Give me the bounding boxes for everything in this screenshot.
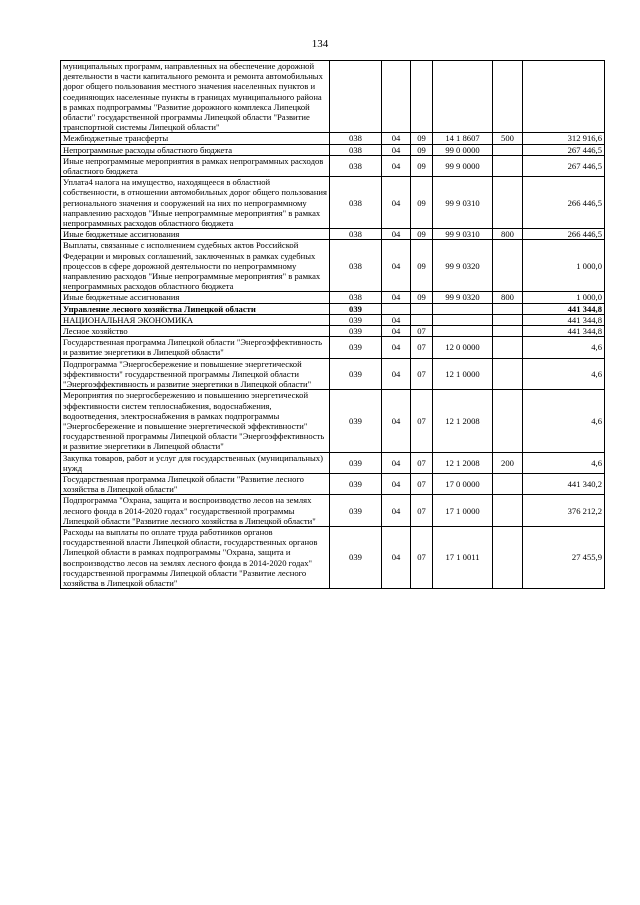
row-admin-code: 039 [330, 337, 382, 358]
row-subsection [411, 314, 433, 325]
row-section: 04 [382, 337, 411, 358]
table-row [61, 240, 605, 292]
row-target-article: 14 1 8607 [433, 133, 493, 144]
row-target-article: 17 1 0011 [433, 526, 493, 588]
row-name: Иные бюджетные ассигнования [61, 229, 330, 240]
row-section: 04 [382, 292, 411, 303]
row-subsection: 09 [411, 133, 433, 144]
row-section: 04 [382, 229, 411, 240]
table-row [61, 495, 605, 527]
row-section: 04 [382, 452, 411, 473]
row-target-article: 17 0 0000 [433, 473, 493, 494]
row-amount: 312 916,6 [523, 133, 605, 144]
row-section: 04 [382, 390, 411, 452]
row-name: Уплата4 налога на имущество, находящееся в областной собственности, в отношении автомобильных дорог общего пользования регионального значения и сооружений на них по непрограммному направлению расходов "Иные непрограммные мероприятия" в рамках непрограммных расходов областного бюджета [61, 177, 330, 229]
row-target-article [433, 314, 493, 325]
table-row [61, 144, 605, 155]
row-section: 04 [382, 495, 411, 527]
row-name: Расходы на выплаты по оплате труда работников органов государственной власти Липецкой области, государственных органов Липецкой области в рамках подпрограммы "Охрана, защита и воспроизводство лесов на землях лесного фонда в 2014-2020 годах" государственной программы Липецкой области "Развитие лесного хозяйства в Липецкой области" [61, 526, 330, 588]
row-subsection: 09 [411, 155, 433, 176]
row-name: НАЦИОНАЛЬНАЯ ЭКОНОМИКА [61, 314, 330, 325]
row-name: Подпрограмма "Охрана, защита и воспроизводство лесов на землях лесного фонда в 2014-2020 годах" государственной программы Липецкой области "Развитие лесного хозяйства в Липецкой области" [61, 495, 330, 527]
row-subsection [411, 303, 433, 314]
row-admin-code: 038 [330, 229, 382, 240]
row-target-article: 99 9 0310 [433, 177, 493, 229]
row-admin-code: 039 [330, 473, 382, 494]
row-expense-type [493, 303, 523, 314]
table-row [61, 473, 605, 494]
row-amount: 267 446,5 [523, 155, 605, 176]
row-amount: 4,6 [523, 452, 605, 473]
page-number: 134 [311, 38, 329, 50]
row-amount: 27 455,9 [523, 526, 605, 588]
row-target-article: 99 9 0310 [433, 229, 493, 240]
row-section: 04 [382, 326, 411, 337]
table-row [61, 155, 605, 176]
row-target-article: 99 9 0000 [433, 155, 493, 176]
table-row [61, 526, 605, 588]
table-row [61, 314, 605, 325]
row-target-article [433, 303, 493, 314]
row-subsection: 09 [411, 240, 433, 292]
row-amount: 267 446,5 [523, 144, 605, 155]
row-amount: 1 000,0 [523, 292, 605, 303]
row-expense-type [493, 61, 523, 133]
budget-table [60, 60, 605, 589]
row-admin-code: 039 [330, 303, 382, 314]
row-amount: 1 000,0 [523, 240, 605, 292]
row-expense-type [493, 495, 523, 527]
row-name: Непрограммные расходы областного бюджета [61, 144, 330, 155]
row-amount: 4,6 [523, 337, 605, 358]
row-admin-code: 039 [330, 314, 382, 325]
row-expense-type [493, 144, 523, 155]
row-name: Иные непрограммные мероприятия в рамках непрограммных расходов областного бюджета [61, 155, 330, 176]
row-subsection: 07 [411, 326, 433, 337]
row-target-article: 12 1 0000 [433, 358, 493, 390]
row-subsection: 09 [411, 177, 433, 229]
row-admin-code: 039 [330, 326, 382, 337]
table-row [61, 358, 605, 390]
row-section: 04 [382, 358, 411, 390]
row-expense-type: 500 [493, 133, 523, 144]
row-admin-code [330, 61, 382, 133]
row-target-article: 12 1 2008 [433, 452, 493, 473]
table-row [61, 292, 605, 303]
row-section: 04 [382, 155, 411, 176]
row-expense-type: 800 [493, 292, 523, 303]
row-section: 04 [382, 526, 411, 588]
row-section: 04 [382, 133, 411, 144]
row-amount: 441 344,8 [523, 303, 605, 314]
row-name: Межбюджетные трансферты [61, 133, 330, 144]
row-admin-code: 038 [330, 144, 382, 155]
row-amount: 376 212,2 [523, 495, 605, 527]
table-row [61, 337, 605, 358]
row-amount: 266 446,5 [523, 177, 605, 229]
row-admin-code: 039 [330, 390, 382, 452]
row-name: Подпрограмма "Энергосбережение и повышение энергетической эффективности" государственной программы Липецкой области "Энергоэффективность и развитие энергетики в Липецкой области" [61, 358, 330, 390]
row-section: 04 [382, 473, 411, 494]
table-row [61, 133, 605, 144]
table-row [61, 177, 605, 229]
row-expense-type [493, 177, 523, 229]
table-row [61, 452, 605, 473]
table-row [61, 303, 605, 314]
row-subsection [411, 61, 433, 133]
row-expense-type: 800 [493, 229, 523, 240]
row-name: Лесное хозяйство [61, 326, 330, 337]
row-admin-code: 038 [330, 155, 382, 176]
table-row [61, 61, 605, 133]
row-subsection: 07 [411, 526, 433, 588]
row-target-article [433, 326, 493, 337]
row-name: Государственная программа Липецкой области "Энергоэффективность и развитие энергетики в Липецкой области" [61, 337, 330, 358]
row-name: муниципальных программ, направленных на обеспечение дорожной деятельности в части капитального ремонта и ремонта автомобильных дорог общего пользования местного значения населенных пунктов и соединяющих населенные пункты в границах муниципального района в рамках подпрограммы "Развитие дорожного комплекса Липецкой области" государственной программы Липецкой области "Развитие транспортной системы Липецкой области" [61, 61, 330, 133]
row-subsection: 07 [411, 337, 433, 358]
row-subsection: 07 [411, 452, 433, 473]
row-target-article: 99 0 0000 [433, 144, 493, 155]
row-subsection: 09 [411, 229, 433, 240]
row-section: 04 [382, 177, 411, 229]
row-amount [523, 61, 605, 133]
row-section: 04 [382, 314, 411, 325]
row-expense-type [493, 337, 523, 358]
row-amount: 441 344,8 [523, 326, 605, 337]
row-target-article: 17 1 0000 [433, 495, 493, 527]
row-admin-code: 038 [330, 177, 382, 229]
row-amount: 4,6 [523, 390, 605, 452]
row-expense-type [493, 314, 523, 325]
row-expense-type [493, 358, 523, 390]
row-expense-type [493, 326, 523, 337]
row-target-article: 99 9 0320 [433, 240, 493, 292]
row-admin-code: 038 [330, 133, 382, 144]
row-subsection: 07 [411, 358, 433, 390]
row-admin-code: 038 [330, 240, 382, 292]
row-target-article: 12 1 2008 [433, 390, 493, 452]
row-name: Закупка товаров, работ и услуг для государственных (муниципальных) нужд [61, 452, 330, 473]
row-expense-type [493, 526, 523, 588]
table-row [61, 229, 605, 240]
row-subsection: 07 [411, 473, 433, 494]
row-expense-type [493, 240, 523, 292]
row-amount: 266 446,5 [523, 229, 605, 240]
row-subsection: 07 [411, 390, 433, 452]
row-expense-type [493, 390, 523, 452]
row-expense-type [493, 155, 523, 176]
row-name: Иные бюджетные ассигнования [61, 292, 330, 303]
row-name: Мероприятия по энергосбережению и повышению энергетической эффективности систем теплоснабжения, водоснабжения, водоотведения, электроснабжения в рамках подпрограммы "Энергосбережение и повышение энергетической эффективности" государственной программы Липецкой области "Энергоэффективность и развитие энергетики в Липецкой области" [61, 390, 330, 452]
row-section [382, 303, 411, 314]
row-admin-code: 039 [330, 495, 382, 527]
row-amount: 441 340,2 [523, 473, 605, 494]
row-subsection: 09 [411, 292, 433, 303]
row-section: 04 [382, 240, 411, 292]
row-expense-type: 200 [493, 452, 523, 473]
table-row [61, 326, 605, 337]
row-admin-code: 039 [330, 358, 382, 390]
row-target-article: 12 0 0000 [433, 337, 493, 358]
row-admin-code: 039 [330, 526, 382, 588]
row-expense-type [493, 473, 523, 494]
row-admin-code: 039 [330, 452, 382, 473]
row-target-article: 99 9 0320 [433, 292, 493, 303]
row-subsection: 09 [411, 144, 433, 155]
row-amount: 4,6 [523, 358, 605, 390]
row-name: Государственная программа Липецкой области "Развитие лесного хозяйства в Липецкой области" [61, 473, 330, 494]
row-name: Выплаты, связанные с исполнением судебных актов Российской Федерации и мировых соглашений, заключенных в рамках судебных процессов в сфере дорожной деятельности по непрограммному направлению расходов "Иные непрограммные мероприятия" в рамках непрограммных расходов областного бюджета [61, 240, 330, 292]
row-section [382, 61, 411, 133]
row-target-article [433, 61, 493, 133]
row-section: 04 [382, 144, 411, 155]
row-admin-code: 038 [330, 292, 382, 303]
row-name: Управление лесного хозяйства Липецкой области [61, 303, 330, 314]
row-subsection: 07 [411, 495, 433, 527]
table-row [61, 390, 605, 452]
row-amount: 441 344,8 [523, 314, 605, 325]
